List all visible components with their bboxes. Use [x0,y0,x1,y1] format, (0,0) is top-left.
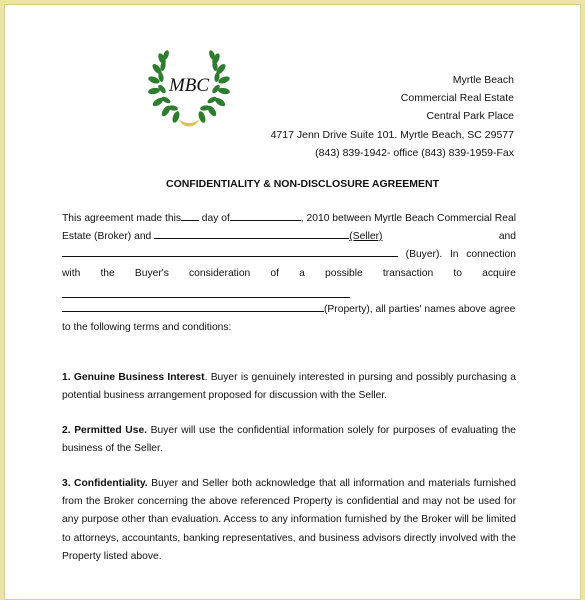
intro-text: and [498,231,516,243]
section-heading: 2. Permitted Use. [62,425,148,436]
word: the [100,267,115,279]
section-text: Buyer and Seller both acknowledge that all information and materials furnished from the Broker concerning the above referenced Property is confidential and may not be used for any purpose other than evaluation. Access to any information furnished by the Broker will be limited to attorneys, accountants, banking representatives, and business advisors directly involved with the Property listed above. [62,478,516,562]
intro-text: (Buyer). [405,249,443,261]
intro-text: In [449,249,459,261]
word: acquire [482,267,516,279]
document-title: CONFIDENTIALITY & NON-DISCLOSURE AGREEMENT [165,178,439,190]
section-heading: 3. Confidentiality. [62,478,148,489]
word: of [270,267,279,279]
laurel-wreath-logo [148,45,230,127]
word: to [453,267,462,279]
section-2 [62,422,516,458]
section-3 [62,475,516,566]
section-heading: 1. Genuine Business Interest [62,372,205,383]
justified-line [62,265,516,283]
intro-text: This agreement made this [62,213,182,224]
word: possible [324,267,363,279]
address-line: Central Park Place [426,110,514,123]
blank-line [181,210,199,221]
section-1 [62,369,516,405]
intro-text: , 2010 between Myrtle Beach Commercial Real [300,213,516,224]
word: consideration [189,267,251,279]
intro-text: (Seller) [349,231,383,243]
blank-line [62,301,324,312]
intro-text: day of [201,213,230,224]
blank-line [154,228,349,239]
intro-text: connection [466,249,516,261]
address-line: Commercial Real Estate [400,92,514,105]
address-line: Myrtle Beach [452,74,514,86]
address-line: 4717 Jenn Drive Suite 101. Myrtle Beach, SC 29577 [270,128,514,141]
company-address [271,71,514,162]
intro-text: to the following terms and conditions: [62,322,232,334]
intro-paragraph [62,210,516,337]
word: a [299,267,305,279]
blank-line [62,246,398,257]
document-page [4,4,581,600]
intro-text: Estate (Broker) and [62,231,152,243]
word: transaction [382,267,434,279]
section-text: Buyer will use the confidential information solely for purposes of evaluating the business of the Seller. [62,425,516,455]
word: Buyer's [134,267,169,279]
logo-text: MBC [168,75,210,96]
address-line: (843) 839-1942- office (843) 839-1959-Fax [315,146,514,159]
word: with [62,267,81,279]
intro-text: (Property), all parties' names above agree [324,304,516,315]
blank-line [230,210,301,221]
blank-line [62,287,350,298]
section-text: . Buyer is genuinely interested in pursing and possibly purchasing a potential business arrangement proposed for discussion with the Seller. [62,372,516,402]
